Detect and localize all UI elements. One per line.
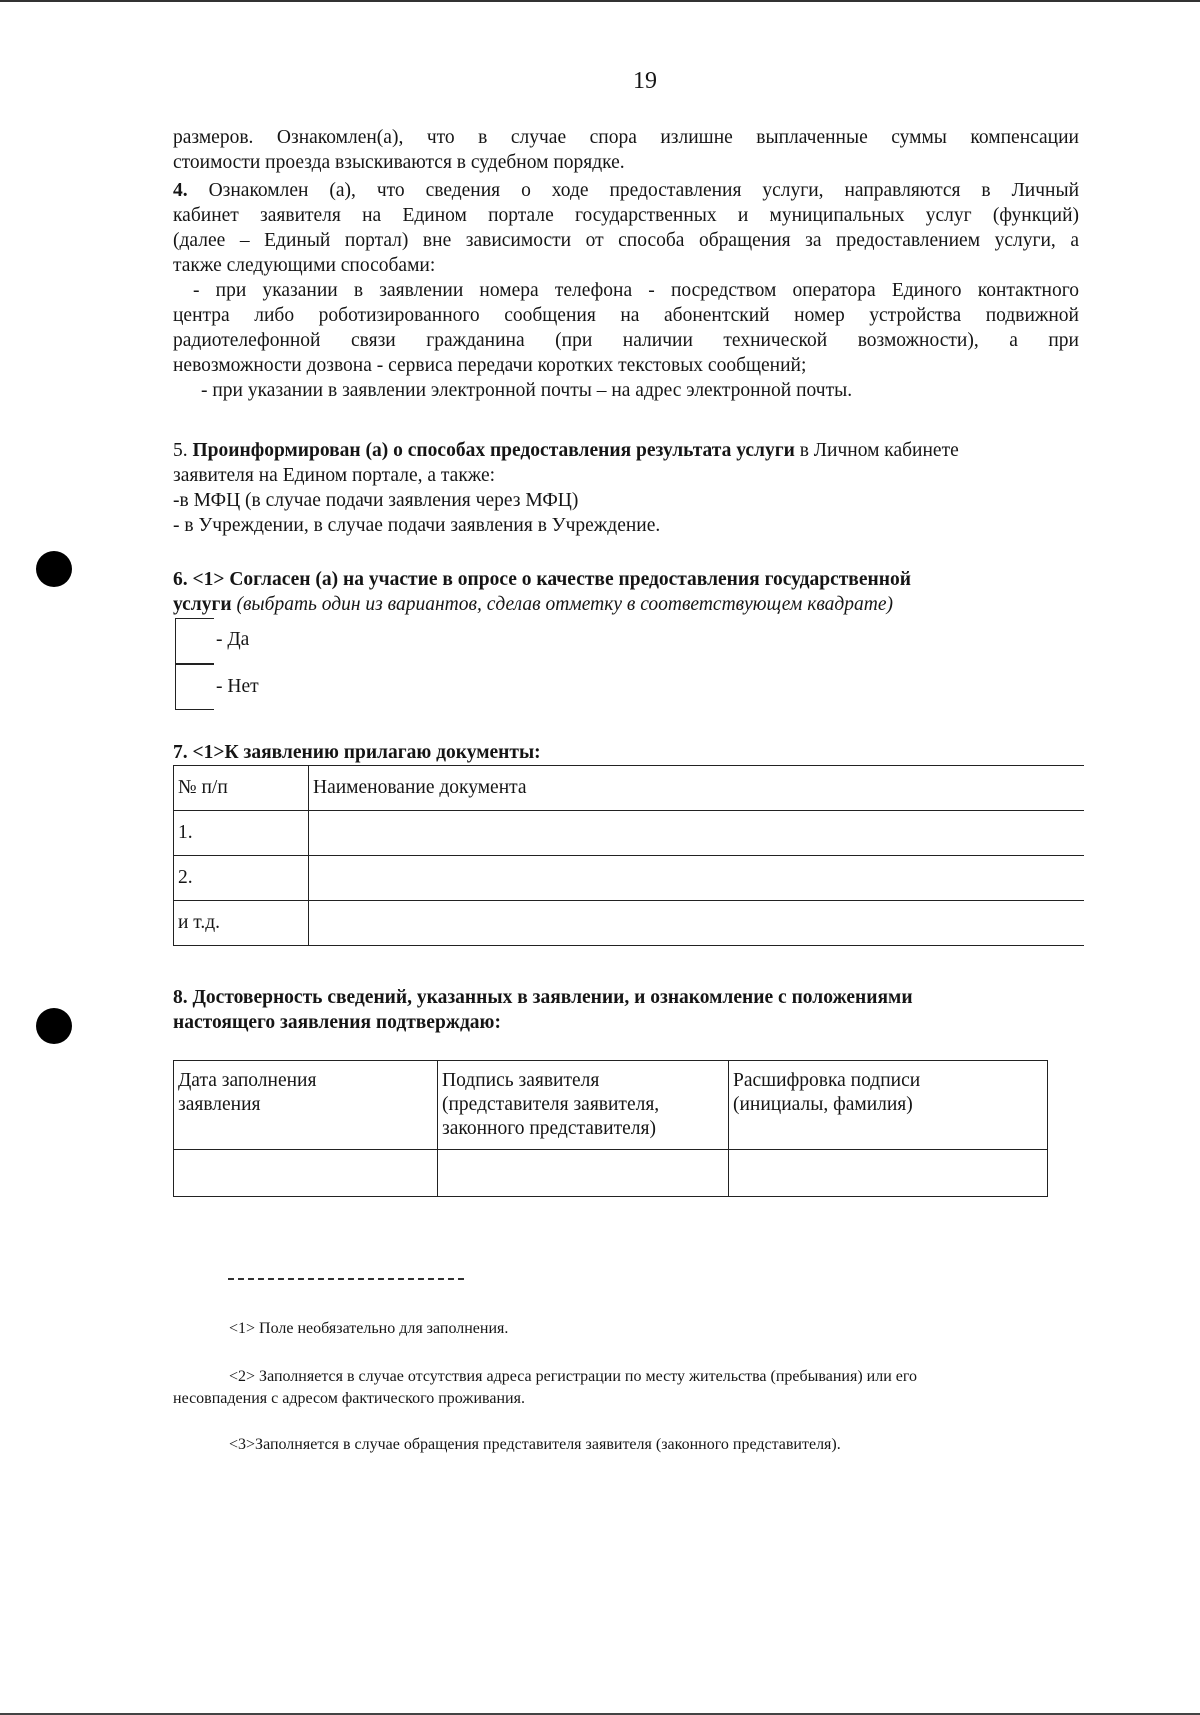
date-header-line-1: Дата заполнения	[178, 1070, 317, 1091]
row-number: и т.д.	[174, 901, 309, 946]
intro-line-1: размеров. Ознакомлен(а), что в случае спора излишне выплаченные суммы компенсации	[173, 127, 1079, 148]
section-4-line-2: кабинет заявителя на Едином портале государственных и муниципальных услуг (функций)	[173, 205, 1079, 226]
section-5	[173, 438, 1079, 538]
signature-header	[438, 1061, 729, 1150]
phone-bullet-line-4: невозможности дозвона - сервиса передачи коротких текстовых сообщений;	[173, 355, 807, 376]
signature-header-line-3: законного представителя)	[442, 1118, 656, 1139]
document-name-field[interactable]	[309, 811, 1085, 856]
option-no-label: - Нет	[216, 676, 259, 697]
section-8-line-1: 8. Достоверность сведений, указанных в заявлении, и ознакомление с положениями	[173, 987, 913, 1008]
footnote-2	[173, 1366, 1123, 1410]
header-number: № п/п	[174, 766, 309, 811]
section-6	[173, 567, 1079, 617]
section-5-number: 5.	[173, 440, 188, 461]
section-6-bold: услуги	[173, 594, 232, 615]
top-scan-edge	[0, 0, 1200, 2]
date-header-line-2: заявления	[178, 1094, 261, 1115]
name-header	[729, 1061, 1048, 1150]
section-4-line-3: (далее – Единый портал) вне зависимости от способа обращения за предоставлением услуги, а	[173, 230, 1079, 251]
intro-paragraph	[173, 125, 1079, 175]
signature-header-line-2: (представителя заявителя,	[442, 1094, 660, 1115]
footnote-separator	[228, 1278, 464, 1280]
row-number: 1.	[174, 811, 309, 856]
section-4-number: 4.	[173, 180, 188, 201]
intro-line-2: стоимости проезда взыскиваются в судебном порядке.	[173, 152, 625, 173]
date-header	[174, 1061, 438, 1150]
section-5-line-1	[173, 438, 1079, 463]
section-6-line-2	[173, 592, 1079, 617]
section-5-rest: в Личном кабинете	[794, 440, 959, 461]
footnote-1	[173, 1318, 1123, 1340]
checkbox-no[interactable]	[175, 664, 214, 710]
date-field[interactable]	[174, 1150, 438, 1197]
documents-table-header	[174, 766, 1085, 811]
section-4-line-1	[173, 178, 1079, 203]
page-number: 19	[633, 68, 657, 94]
table-row	[174, 811, 1085, 856]
section-8	[173, 985, 1079, 1035]
table-row	[174, 856, 1085, 901]
footnote-1-text: <1> Поле необязательно для заполнения.	[229, 1320, 509, 1337]
section-5-bold: Проинформирован (а) о способах предоставления результата услуги	[192, 440, 795, 461]
punch-hole-2	[36, 1008, 72, 1044]
document-name-field[interactable]	[309, 856, 1085, 901]
section-8-line-2: настоящего заявления подтверждаю:	[173, 1012, 501, 1033]
table-row	[174, 901, 1085, 946]
footnote-2-line-2: несовпадения с адресом фактического проживания.	[173, 1390, 525, 1407]
footnote-3	[173, 1434, 1123, 1456]
section-6-line-1: 6. <1> Согласен (а) на участие в опросе о качестве предоставления государственной	[173, 569, 911, 590]
footnote-2-line-1: <2> Заполняется в случае отсутствия адреса регистрации по месту жительства (пребывания) или его	[229, 1368, 918, 1385]
document-name-field[interactable]	[309, 901, 1085, 946]
phone-bullet-line-3: радиотелефонной связи гражданина (при наличии технической возможности), а при	[173, 330, 1079, 351]
option-yes-label: - Да	[216, 629, 250, 650]
section-4-line-4: также следующими способами:	[173, 255, 436, 276]
row-number: 2.	[174, 856, 309, 901]
header-document-name: Наименование документа	[309, 766, 1085, 811]
name-header-line-2: (инициалы, фамилия)	[733, 1094, 913, 1115]
section-4-line-1-text: Ознакомлен (а), что сведения о ходе предоставления услуги, направляются в Личный	[208, 180, 1080, 201]
section-5-line-3: -в МФЦ (в случае подачи заявления через МФЦ)	[173, 490, 579, 511]
email-bullet: - при указании в заявлении электронной почты – на адрес электронной почты.	[201, 380, 853, 401]
signature-table	[173, 1060, 1048, 1197]
section-4	[173, 178, 1079, 403]
signature-field[interactable]	[438, 1150, 729, 1197]
documents-table	[173, 765, 1084, 946]
name-field[interactable]	[729, 1150, 1048, 1197]
name-header-line-1: Расшифровка подписи	[733, 1070, 921, 1091]
section-5-line-2: заявителя на Едином портале, а также:	[173, 465, 496, 486]
checkbox-yes[interactable]	[175, 618, 214, 664]
section-5-line-4: - в Учреждении, в случае подачи заявления в Учреждение.	[173, 515, 661, 536]
section-7-title: 7. <1>К заявлению прилагаю документы:	[173, 742, 541, 763]
footnote-3-text: <3>Заполняется в случае обращения представителя заявителя (законного представителя).	[229, 1436, 841, 1453]
signature-input-row	[174, 1150, 1048, 1197]
signature-table-header	[174, 1061, 1048, 1150]
section-6-italic: (выбрать один из вариантов, сделав отметку в соответствующем квадрате)	[231, 594, 894, 615]
phone-bullet-line-1: - при указании в заявлении номера телефона - посредством оператора Единого контактного	[193, 280, 1079, 301]
phone-bullet-line-2: центра либо роботизированного сообщения на абонентский номер устройства подвижной	[173, 305, 1079, 326]
signature-header-line-1: Подпись заявителя	[442, 1070, 600, 1091]
punch-hole-1	[36, 551, 72, 587]
